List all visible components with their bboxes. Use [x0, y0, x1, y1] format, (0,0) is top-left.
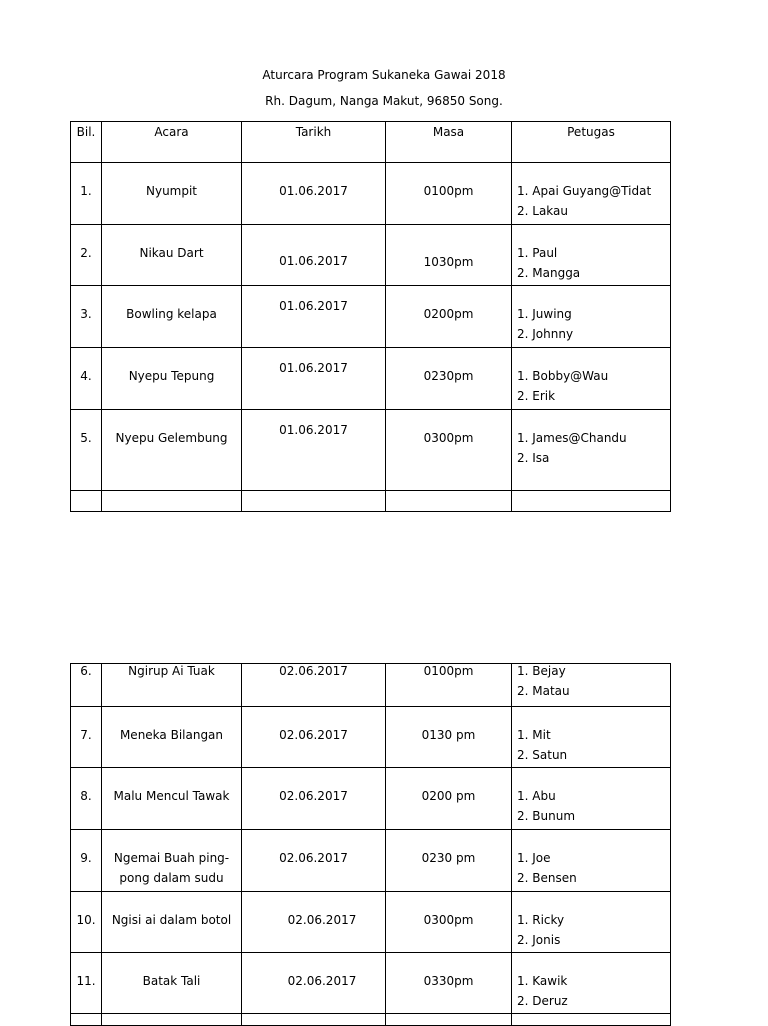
- event-name: Ngisi ai dalam botol: [102, 892, 242, 953]
- table-row: [71, 707, 671, 768]
- event-officers: 1. Kawik 2. Deruz: [512, 953, 671, 1014]
- event-officers: 1. Paul 2. Mangga: [512, 225, 671, 286]
- event-date: 02.06.2017: [242, 664, 386, 707]
- row-number: 7.: [71, 707, 102, 768]
- event-time: 1030pm: [386, 225, 512, 286]
- event-officers: 1. Juwing 2. Johnny: [512, 286, 671, 348]
- event-time: 0200 pm: [386, 768, 512, 830]
- event-officers: 1. Mit 2. Satun: [512, 707, 671, 768]
- row-number: 11.: [71, 953, 102, 1014]
- event-date: 02.06.2017: [242, 953, 386, 1014]
- header-petugas: Petugas: [512, 122, 671, 163]
- event-date: 01.06.2017: [242, 348, 386, 410]
- event-time: 0100pm: [386, 163, 512, 225]
- event-date: 01.06.2017: [242, 410, 386, 491]
- event-officers: 1. Apai Guyang@Tidat 2. Lakau: [512, 163, 671, 225]
- event-name: Nyepu Gelembung: [102, 410, 242, 491]
- event-name: Ngirup Ai Tuak: [102, 664, 242, 707]
- table-header-row: [71, 122, 671, 163]
- row-number: 2.: [71, 225, 102, 286]
- event-officers: 1. Ricky 2. Jonis: [512, 892, 671, 953]
- schedule-table-part-1: [70, 121, 671, 512]
- event-date: 01.06.2017: [242, 163, 386, 225]
- schedule-table-part-2: [70, 663, 671, 1026]
- table-row: [71, 892, 671, 953]
- event-name: Ngemai Buah ping- pong dalam sudu: [102, 830, 242, 892]
- row-number: 6.: [71, 664, 102, 707]
- header-acara: Acara: [102, 122, 242, 163]
- event-date: 02.06.2017: [242, 768, 386, 830]
- event-time: 0300pm: [386, 410, 512, 491]
- row-number: 3.: [71, 286, 102, 348]
- event-time: 0230 pm: [386, 830, 512, 892]
- event-time: 0230pm: [386, 348, 512, 410]
- table-row: [71, 348, 671, 410]
- event-time: 0300pm: [386, 892, 512, 953]
- document-address: Rh. Dagum, Nanga Makut, 96850 Song.: [265, 94, 503, 108]
- table-row: [71, 163, 671, 225]
- event-name: Bowling kelapa: [102, 286, 242, 348]
- table-row: [71, 286, 671, 348]
- event-date: 02.06.2017: [242, 707, 386, 768]
- table-row: [71, 410, 671, 491]
- empty-row: [71, 491, 671, 512]
- event-name: Nyepu Tepung: [102, 348, 242, 410]
- event-name: Meneka Bilangan: [102, 707, 242, 768]
- table-row: [71, 664, 671, 707]
- event-officers: 1. Joe 2. Bensen: [512, 830, 671, 892]
- event-name: Batak Tali: [102, 953, 242, 1014]
- header-masa: Masa: [386, 122, 512, 163]
- row-number: 10.: [71, 892, 102, 953]
- event-officers: 1. Bobby@Wau 2. Erik: [512, 348, 671, 410]
- event-date: 02.06.2017: [242, 892, 386, 953]
- table-row: [71, 768, 671, 830]
- row-number: 8.: [71, 768, 102, 830]
- table-row: [71, 225, 671, 286]
- document-title: Aturcara Program Sukaneka Gawai 2018: [262, 68, 506, 82]
- event-officers: 1. James@Chandu 2. Isa: [512, 410, 671, 491]
- event-date: 01.06.2017: [242, 225, 386, 286]
- event-time: 0130 pm: [386, 707, 512, 768]
- event-time: 0330pm: [386, 953, 512, 1014]
- event-date: 02.06.2017: [242, 830, 386, 892]
- row-number: 1.: [71, 163, 102, 225]
- event-name: Malu Mencul Tawak: [102, 768, 242, 830]
- row-number: 9.: [71, 830, 102, 892]
- event-name: Nikau Dart: [102, 225, 242, 286]
- table-row: [71, 830, 671, 892]
- event-officers: 1. Abu 2. Bunum: [512, 768, 671, 830]
- event-time: 0200pm: [386, 286, 512, 348]
- header-tarikh: Tarikh: [242, 122, 386, 163]
- table-row: [71, 953, 671, 1014]
- event-officers: 1. Bejay 2. Matau: [512, 664, 671, 707]
- row-number: 4.: [71, 348, 102, 410]
- event-name: Nyumpit: [102, 163, 242, 225]
- event-date: 01.06.2017: [242, 286, 386, 348]
- event-time: 0100pm: [386, 664, 512, 707]
- row-number: 5.: [71, 410, 102, 491]
- header-bil: Bil.: [71, 122, 102, 163]
